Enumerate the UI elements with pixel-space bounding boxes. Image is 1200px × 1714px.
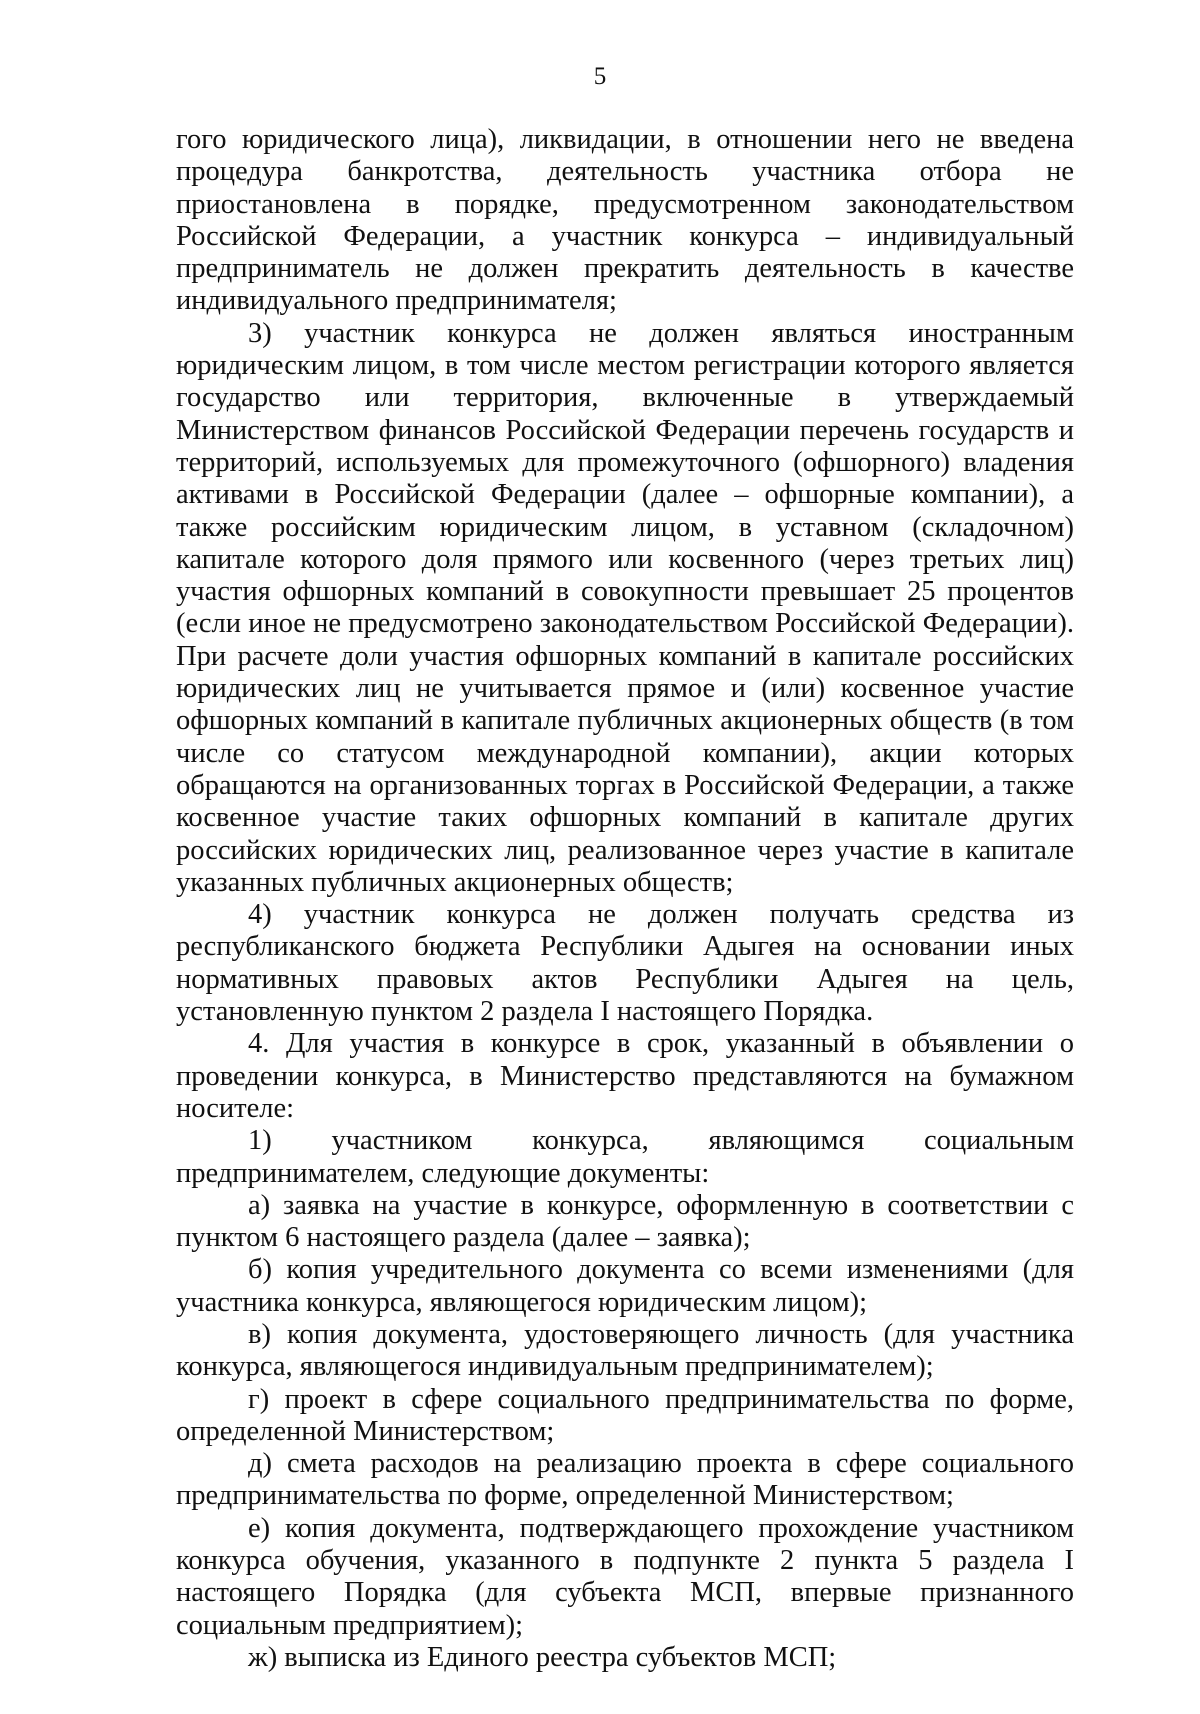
paragraph-subitem-1: 1) участником конкурса, являющимся социальным предпринимателем, следующие документы: [176,1125,1074,1189]
paragraph-subitem-g: г) проект в сфере социального предпринимательства по форме, определенной Министерством; [176,1383,1074,1447]
paragraph-subitem-a: а) заявка на участие в конкурсе, оформленную в соответствии с пунктом 6 настоящего раздела (далее – заявка); [176,1189,1074,1254]
paragraph-subitem-d: д) смета расходов на реализацию проекта в сфере социального предпринимательства по форме, определенной Министерством; [176,1448,1074,1512]
paragraph-item-4: 4) участник конкурса не должен получать средства из республиканского бюджета Республики Адыгея на основании иных нормативных правовых актов Республики Адыгея на цель, установленную пунктом 2 раздела I настоящего Порядка. [176,899,1074,1028]
paragraph-subitem-b: б) копия учредительного документа со всеми изменениями (для участника конкурса, являющегося юридическим лицом); [176,1254,1074,1318]
paragraph-subitem-e: е) копия документа, подтверждающего прохождение участником конкурса обучения, указанного в подпункте 2 пункта 5 раздела I настоящего Порядка (для субъекта МСП, впервые признанного социальным предприятием); [176,1512,1074,1641]
paragraph-continuation: гого юридического лица), ликвидации, в отношении него не введена процедура банкротства, деятельность участника отбора не приостановлена в порядке, предусмотренном законодательством Российской Федерации, а участник конкурса – индивидуальный предприниматель не должен прекратить деятельность в качестве индивидуального предпринимателя; [176,124,1074,317]
paragraph-subitem-v: в) копия документа, удостоверяющего личность (для участника конкурса, являющегося индивидуальным предпринимателем); [176,1318,1074,1383]
paragraph-item-3: 3) участник конкурса не должен являться иностранным юридическим лицом, в том числе местом регистрации которого является государство или территория, включенные в утверждаемый Министерством финансов Российской Федерации перечень государств и территорий, используемых для промежуточного (офшорного) владения активами в Российской Федерации (далее – офшорные компании), а также российским юридическим лицом, в уставном (складочном) капитале которого доля прямого или косвенного (через третьих лиц) участия офшорных компаний в совокупности превышает 25 процентов (если иное не предусмотрено законодательством Российской Федерации). При расчете доли участия офшорных компаний в капитале российских юридических лиц не учитывается прямое и (или) косвенное участие офшорных компаний в капитале публичных акционерных обществ (в том числе со статусом международной компании), акции которых обращаются на организованных торгах в Российской Федерации, а также косвенное участие таких офшорных компаний в капитале других российских юридических лиц, реализованное через участие в капитале указанных публичных акционерных обществ; [176,317,1074,898]
document-body [176,124,1074,1674]
paragraph-subitem-zh: ж) выписка из Единого реестра субъектов МСП; [248,1641,837,1673]
paragraph-section-4: 4. Для участия в конкурсе в срок, указанный в объявлении о проведении конкурса, в Министерство представляются на бумажном носителе: [176,1028,1074,1124]
page-number: 5 [593,63,607,90]
